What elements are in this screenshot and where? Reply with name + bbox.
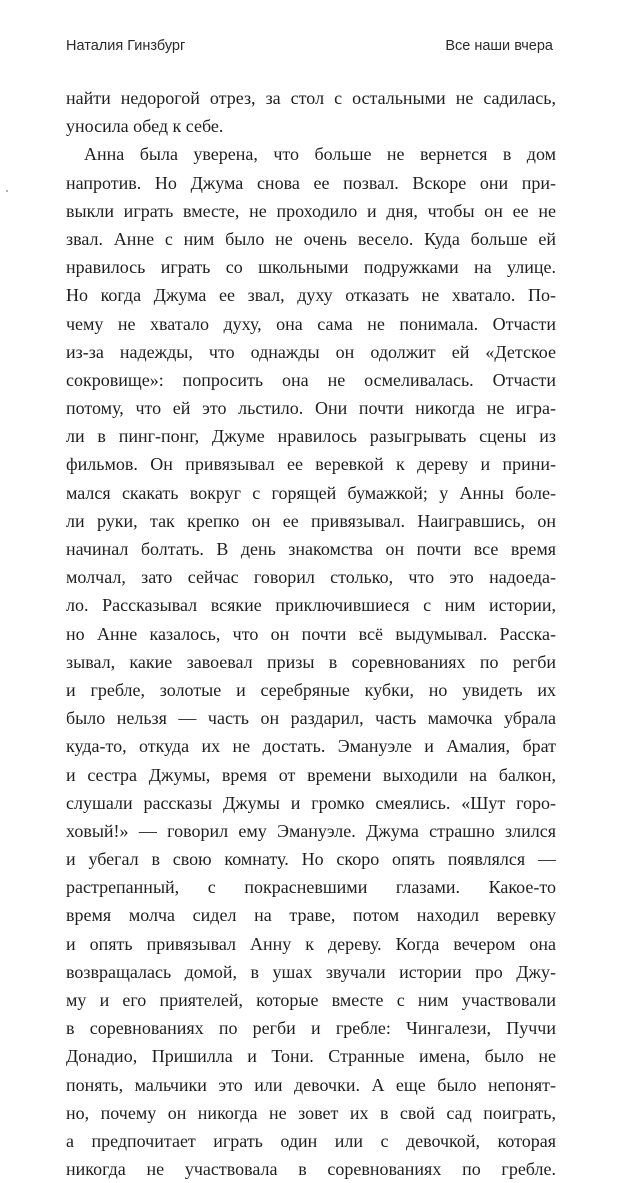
text-line: начинал болтать. В день знакомства он почти все время [66, 539, 556, 559]
header-book-title: Все наши вчера [445, 38, 553, 54]
text-line: звал. Анне с ним было не очень весело. Куда больше ей [66, 228, 556, 249]
text-line: растрепанный, с покрасневшими глазами. Какое-то [66, 877, 556, 898]
header-author: Наталия Гинзбург [66, 38, 186, 54]
text-line: зывал, какие завоевал призы в соревнованиях по регби [66, 651, 556, 672]
text-line: чему не хватало духу, она сама не понимала. Отчасти [66, 313, 556, 334]
text-line: и убегал в свою комнату. Но скоро опять появлялся — [66, 849, 556, 870]
margin-speck [6, 190, 8, 192]
text-line: выкли играть вместе, не проходило и дня, чтобы он ее не [66, 200, 556, 221]
text-line: было нельзя — часть он раздарил, часть мамочка убрала [66, 708, 556, 729]
running-header [66, 38, 553, 60]
text-line: ли руки, так крепко он ее привязывал. Наигравшись, он [66, 510, 556, 531]
text-line: найти недорогой отрез, за стол с остальными не садилась, [66, 88, 556, 108]
text-line: уносила обед к себе. [66, 116, 224, 137]
text-line: нравилось играть со школьными подружками на улице. [66, 257, 556, 278]
text-line: в соревнованиях по регби и гребле: Чингалези, Пуччи [66, 1018, 556, 1039]
text-line: и гребле, золотые и серебряные кубки, но увидеть их [66, 679, 556, 700]
text-line: ховый!» — говорил ему Эмануэле. Джума страшно злился [66, 820, 556, 841]
text-line: Донадио, Пришилла и Тони. Странные имена, было не [66, 1046, 556, 1067]
body-text [66, 84, 556, 1183]
text-line: потому, что ей это льстило. Они почти никогда не игра- [66, 398, 556, 419]
text-line: Анна была уверена, что больше не вернется в дом [84, 144, 556, 165]
text-line: но Анне казалось, что он почти всё выдумывал. Расска- [66, 623, 556, 644]
text-line: ли в пинг-понг, Джуме нравилось разыгрывать сцены из [66, 426, 556, 447]
text-line: ло. Рассказывал всякие приключившиеся с ним истории, [66, 595, 556, 616]
text-line: фильмов. Он привязывал ее веревкой к дереву и прини- [66, 454, 556, 475]
text-line: молчал, зато сейчас говорил столько, что это надоеда- [66, 567, 556, 588]
text-line: куда-то, откуда их не достать. Эмануэле и Амалия, брат [66, 736, 556, 757]
text-line: но, почему он никогда не зовет их в свой сад поиграть, [66, 1102, 556, 1123]
text-line: му и его приятелей, которые вместе с ним участвовали [66, 990, 556, 1010]
text-line: слушали рассказы Джумы и громко смеялись. «Шут горо- [66, 792, 556, 813]
text-line: понять, мальчики это или девочки. А еще было непонят- [66, 1074, 556, 1095]
text-line: Но когда Джума ее звал, духу отказать не хватало. По- [66, 285, 556, 306]
text-line: и опять привязывал Анну к дереву. Когда вечером она [66, 933, 556, 954]
text-line: возвращалась домой, в ушах звучали истории про Джу- [66, 961, 556, 982]
text-line: из-за надежды, что однажды он одолжит ей «Детское [66, 341, 556, 362]
text-line: время молча сидел на траве, потом находил веревку [66, 905, 556, 926]
text-line: и сестра Джумы, время от времени выходили на балкон, [66, 764, 556, 785]
text-line: а предпочитает играть один или с девочкой, которая [66, 1130, 556, 1151]
text-line: сокровище»: попросить она не осмеливалась. Отчасти [66, 369, 556, 390]
text-line: напротив. Но Джума снова ее позвал. Вскоре они при- [66, 172, 556, 193]
text-line: мался скакать вокруг с горящей бумажкой; у Анны боле- [66, 482, 556, 503]
text-line: никогда не участвовала в соревнованиях по гребле. [66, 1159, 556, 1180]
